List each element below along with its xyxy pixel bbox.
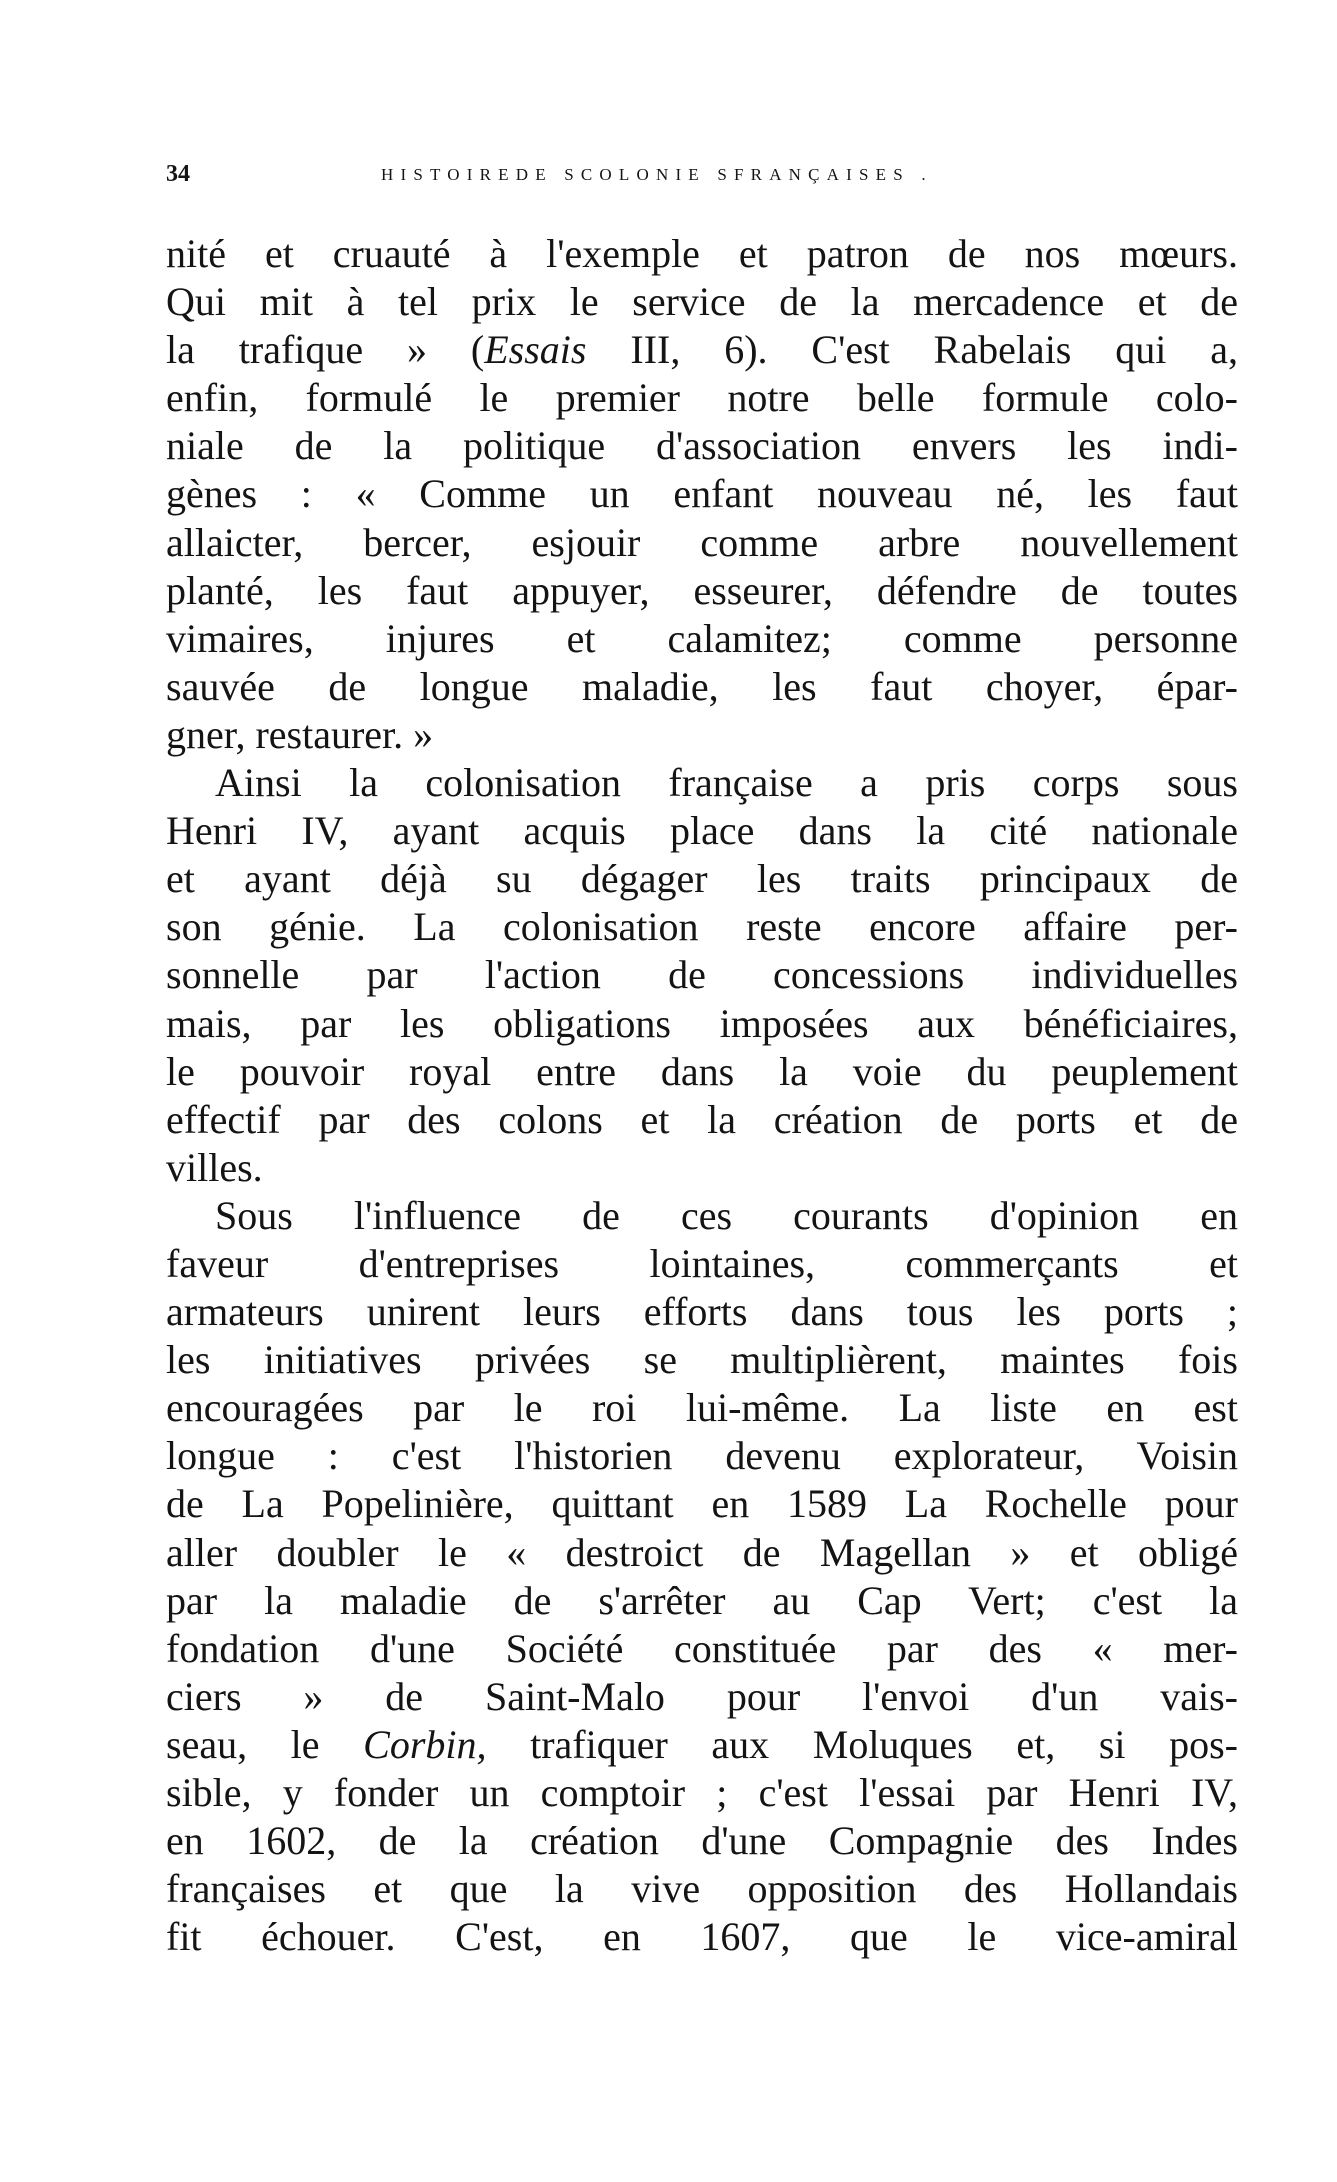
- text-line: effectif par des colons et la création de ports et de: [166, 1096, 1238, 1142]
- text-line: armateurs unirent leurs efforts dans tous les ports ;: [166, 1289, 1238, 1335]
- italic-ship-name: Corbin,: [363, 1721, 487, 1767]
- paragraph-first-line: Ainsi la colonisation française a pris corps sous: [215, 760, 1238, 806]
- text-line: ciers » de Saint-Malo pour l'envoi d'un vais-: [166, 1673, 1238, 1719]
- text-line: planté, les faut appuyer, esseurer, défendre de toutes: [166, 567, 1238, 613]
- text-line: gner, restaurer. »: [166, 711, 434, 757]
- text-line: de La Popelinière, quittant en 1589 La Rochelle pour: [166, 1481, 1238, 1527]
- body-text: [166, 230, 1238, 1961]
- text-line: aller doubler le « destroict de Magellan » et obligé: [166, 1529, 1238, 1575]
- text-line: niale de la politique d'association envers les indi-: [166, 423, 1238, 469]
- text-line: fondation d'une Société constituée par des « mer-: [166, 1625, 1238, 1671]
- text-line: sonnelle par l'action de concessions individuelles: [166, 952, 1238, 998]
- text-line: vimaires, injures et calamitez; comme personne: [166, 615, 1238, 661]
- text-line: le pouvoir royal entre dans la voie du peuplement: [166, 1048, 1238, 1094]
- page-number: 34: [166, 161, 190, 187]
- text-line: par la maladie de s'arrêter au Cap Vert; c'est la: [166, 1577, 1238, 1623]
- text-run: la trafique » (: [166, 327, 485, 373]
- text-line: les initiatives privées se multiplièrent, maintes fois: [166, 1337, 1238, 1383]
- text-line: [166, 1721, 1238, 1769]
- paragraph-first-line: Sous l'influence de ces courants d'opinion en: [215, 1192, 1238, 1238]
- text-line: villes.: [166, 1144, 263, 1190]
- text-line: et ayant déjà su dégager les traits principaux de: [166, 856, 1238, 902]
- running-title: HISTOIREDE SCOLONIE SFRANÇAISES .: [381, 165, 933, 184]
- text-line: nité et cruauté à l'exemple et patron de nos mœurs.: [166, 231, 1238, 276]
- text-line: encouragées par le roi lui-même. La liste en est: [166, 1385, 1238, 1431]
- text-line: [166, 326, 1238, 374]
- text-line: gènes : « Comme un enfant nouveau né, les faut: [166, 471, 1238, 517]
- text-line: son génie. La colonisation reste encore affaire per-: [166, 904, 1238, 950]
- text-line: enfin, formulé le premier notre belle formule colo-: [166, 375, 1238, 421]
- italic-title-essais: Essais: [484, 327, 587, 373]
- text-line: en 1602, de la création d'une Compagnie des Indes: [166, 1818, 1238, 1864]
- text-line: allaicter, bercer, esjouir comme arbre nouvellement: [166, 519, 1238, 565]
- text-line: longue : c'est l'historien devenu explorateur, Voisin: [166, 1433, 1238, 1479]
- running-head: [166, 161, 1236, 191]
- text-line: Qui mit à tel prix le service de la mercadence et de: [166, 279, 1238, 325]
- text-line: françaises et que la vive opposition des Hollandais: [166, 1866, 1238, 1912]
- text-run: III, 6). C'est Rabelais qui a,: [586, 327, 1239, 373]
- text-line: mais, par les obligations imposées aux bénéficiaires,: [166, 1000, 1238, 1046]
- text-line: fit échouer. C'est, en 1607, que le vice-amiral: [166, 1914, 1238, 1960]
- text-line: sauvée de longue maladie, les faut choyer, épar-: [166, 663, 1238, 709]
- text-line: faveur d'entreprises lointaines, commerçants et: [166, 1240, 1238, 1286]
- text-run: trafiquer aux Moluques et, si pos-: [486, 1721, 1238, 1767]
- text-run: seau, le: [166, 1721, 364, 1767]
- text-line: sible, y fonder un comptoir ; c'est l'essai par Henri IV,: [166, 1770, 1238, 1815]
- text-line: Henri IV, ayant acquis place dans la cité nationale: [166, 808, 1238, 854]
